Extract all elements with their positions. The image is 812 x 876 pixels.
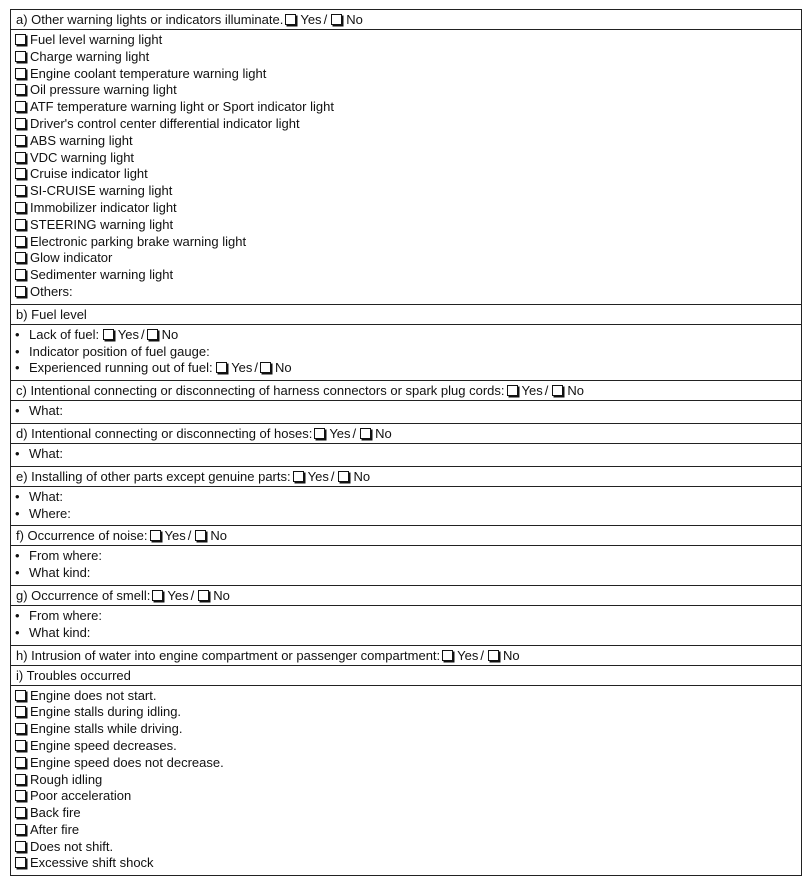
section-a-no-label: No: [346, 12, 363, 27]
checklist-item: [15, 772, 796, 789]
bullet-icon: •: [15, 607, 20, 623]
bullet-item: [15, 344, 796, 361]
section-h-yes-checkbox[interactable]: [442, 650, 453, 661]
yes-no-separator: /: [323, 12, 328, 27]
section-c-no-label: No: [567, 383, 584, 399]
checklist-item-label: Charge warning light: [30, 48, 150, 64]
checklist-item-checkbox[interactable]: [15, 807, 26, 818]
section-h-no-checkbox[interactable]: [488, 650, 499, 661]
bullet-item-yes-label: Yes: [231, 360, 253, 376]
checklist-item: [15, 32, 796, 49]
checklist-item-label: SI-CRUISE warning light: [30, 183, 173, 199]
checklist-item-checkbox[interactable]: [15, 185, 26, 196]
checklist-item-label: Does not shift.: [30, 838, 114, 854]
bullet-item-label: Indicator position of fuel gauge:: [29, 343, 210, 359]
checklist-item-checkbox[interactable]: [15, 101, 26, 112]
bullet-item-label: Where:: [29, 505, 71, 521]
bullet-item-no-label: No: [161, 326, 179, 342]
checklist-item-label: Engine speed does not decrease.: [30, 754, 224, 770]
checklist-item: [15, 738, 796, 755]
checklist-item-checkbox[interactable]: [15, 824, 26, 835]
checklist-item-checkbox[interactable]: [15, 774, 26, 785]
checklist-item: [15, 166, 796, 183]
checklist-item: [15, 704, 796, 721]
checklist-item: [15, 150, 796, 167]
section-f-body: [11, 546, 801, 586]
checklist-item: [15, 99, 796, 116]
section-e-yes-checkbox[interactable]: [293, 471, 304, 482]
bullet-item-label: Experienced running out of fuel:: [29, 360, 213, 376]
section-e-title: e) Installing of other parts except genuine parts:: [16, 468, 291, 484]
checklist-item: [15, 250, 796, 267]
checklist-item-label: Cruise indicator light: [30, 166, 148, 182]
section-a-yes-label: Yes: [300, 12, 322, 27]
bullet-icon: •: [15, 326, 20, 342]
section-b-body: [11, 325, 801, 381]
section-d-yes-checkbox[interactable]: [314, 428, 325, 439]
checklist-item-label: STEERING warning light: [30, 216, 174, 232]
bullet-icon: •: [15, 360, 20, 376]
checklist-item-checkbox[interactable]: [15, 740, 26, 751]
bullet-icon: •: [15, 403, 20, 419]
checklist-item-label: ABS warning light: [30, 132, 133, 148]
bullet-item-label: What:: [29, 403, 63, 419]
section-c-no-checkbox[interactable]: [552, 385, 563, 396]
checklist-item-label: Rough idling: [30, 771, 103, 787]
bullet-item-label: From where:: [29, 548, 102, 564]
checklist-item-label: ATF temperature warning light or Sport indicator light: [30, 99, 334, 115]
bullet-item-label: What kind:: [29, 624, 91, 640]
checklist-item: [15, 133, 796, 150]
section-f-yes-label: Yes: [164, 528, 186, 544]
bullet-item: [15, 565, 796, 582]
checklist-item-label: Engine stalls while driving.: [30, 721, 183, 737]
section-f-title: f) Occurrence of noise:: [16, 528, 148, 544]
checklist-item-checkbox[interactable]: [15, 219, 26, 230]
checklist-item-label: Electronic parking brake warning light: [30, 233, 247, 249]
bullet-item: [15, 403, 796, 420]
checklist-item: [15, 755, 796, 772]
checklist-item-label: Back fire: [30, 805, 81, 821]
checklist-item-checkbox[interactable]: [15, 118, 26, 129]
checklist-item: [15, 49, 796, 66]
section-h-no-label: No: [503, 647, 520, 663]
section-e-no-label: No: [353, 468, 371, 484]
section-h-title: h) Intrusion of water into engine compartment or passenger compartment:: [16, 647, 441, 663]
bullet-item: [15, 506, 796, 523]
section-g-no-label: No: [213, 587, 230, 603]
checklist-item: [15, 200, 796, 217]
section-f-yes-checkbox[interactable]: [150, 530, 161, 541]
checklist-item-label: Sedimenter warning light: [30, 267, 174, 283]
yes-no-separator: /: [352, 425, 357, 441]
checklist-item-checkbox[interactable]: [15, 706, 26, 717]
bullet-item-no-label: No: [275, 360, 292, 376]
yes-no-separator: /: [190, 587, 195, 603]
checklist-item-label: After fire: [30, 821, 80, 837]
yes-no-separator: /: [254, 360, 259, 376]
checklist-item-label: Engine coolant temperature warning light: [30, 65, 267, 81]
checklist-item: [15, 217, 796, 234]
inspection-form: [10, 9, 802, 876]
bullet-item: [15, 608, 796, 625]
section-d-no-label: No: [375, 425, 392, 441]
section-d-body: [11, 444, 801, 467]
checklist-item-checkbox[interactable]: [15, 841, 26, 852]
section-c-yes-label: Yes: [521, 383, 543, 399]
checklist-item-checkbox[interactable]: [15, 252, 26, 263]
checklist-item: [15, 721, 796, 738]
bullet-item: [15, 489, 796, 506]
section-i-header: [11, 666, 801, 686]
checklist-item: [15, 116, 796, 133]
checklist-item-checkbox[interactable]: [15, 152, 26, 163]
checklist-item-checkbox[interactable]: [15, 135, 26, 146]
section-d-yes-label: Yes: [329, 425, 351, 441]
section-f-no-checkbox[interactable]: [195, 530, 206, 541]
checklist-item-label: Fuel level warning light: [30, 32, 163, 47]
checklist-item-checkbox[interactable]: [15, 757, 26, 768]
section-g-no-checkbox[interactable]: [198, 590, 209, 601]
checklist-item: [15, 839, 796, 856]
yes-no-separator: /: [330, 468, 335, 484]
bullet-item-label: Lack of fuel:: [29, 326, 100, 342]
bullet-icon: •: [15, 505, 20, 521]
bullet-icon: •: [15, 565, 20, 581]
checklist-item-checkbox[interactable]: [15, 286, 26, 297]
section-c-title: c) Intentional connecting or disconnecting of harness connectors or spark plug cords:: [16, 383, 505, 399]
bullet-item: [15, 446, 796, 463]
yes-no-separator: /: [187, 528, 192, 544]
bullet-item: [15, 625, 796, 642]
checklist-item-label: Engine speed decreases.: [30, 737, 177, 753]
section-a-yes-checkbox[interactable]: [285, 14, 296, 25]
checklist-item-checkbox[interactable]: [15, 68, 26, 79]
section-c-header: [11, 381, 801, 401]
checklist-item-label: Poor acceleration: [30, 788, 132, 804]
checklist-item-label: VDC warning light: [30, 149, 135, 165]
section-b-title: b) Fuel level: [16, 306, 87, 322]
bullet-item-no-checkbox[interactable]: [147, 329, 158, 340]
checklist-item: [15, 66, 796, 83]
checklist-item-label: Driver's control center differential indicator light: [30, 115, 300, 131]
checklist-item-checkbox[interactable]: [15, 723, 26, 734]
checklist-item-label: Excessive shift shock: [30, 855, 154, 871]
checklist-item: [15, 267, 796, 284]
section-i-body: [11, 686, 801, 876]
section-f-no-label: No: [210, 528, 227, 544]
section-b-header: [11, 305, 801, 325]
checklist-item-label: Engine does not start.: [30, 687, 157, 703]
checklist-item-checkbox[interactable]: [15, 269, 26, 280]
bullet-item-yes-label: Yes: [117, 326, 139, 342]
section-a-title: a) Other warning lights or indicators illuminate.: [16, 12, 284, 27]
section-g-yes-checkbox[interactable]: [152, 590, 163, 601]
checklist-item: [15, 284, 796, 301]
bullet-item: [15, 548, 796, 565]
section-c-yes-checkbox[interactable]: [507, 385, 518, 396]
checklist-item-checkbox[interactable]: [15, 236, 26, 247]
yes-no-separator: /: [140, 326, 145, 342]
section-d-title: d) Intentional connecting or disconnecting of hoses:: [16, 425, 313, 441]
section-h-header: [11, 646, 801, 666]
bullet-icon: •: [15, 343, 20, 359]
section-d-header: [11, 424, 801, 444]
section-i-title: i) Troubles occurred: [16, 667, 131, 683]
checklist-item-checkbox[interactable]: [15, 790, 26, 801]
yes-no-separator: /: [544, 383, 549, 399]
checklist-item-checkbox[interactable]: [15, 857, 26, 868]
yes-no-separator: /: [480, 647, 485, 663]
checklist-item-label: Others:: [30, 283, 73, 299]
checklist-item-label: Engine stalls during idling.: [30, 704, 182, 720]
bullet-item-label: What:: [29, 445, 63, 461]
bullet-item: [15, 327, 796, 344]
section-c-body: [11, 401, 801, 424]
bullet-item-yes-checkbox[interactable]: [103, 329, 114, 340]
section-e-yes-label: Yes: [307, 468, 329, 484]
bullet-item-label: What kind:: [29, 565, 91, 581]
checklist-item-checkbox[interactable]: [15, 51, 26, 62]
checklist-item-label: Glow indicator: [30, 250, 113, 266]
checklist-item-checkbox[interactable]: [15, 202, 26, 213]
checklist-item-label: Immobilizer indicator light: [30, 199, 177, 215]
checklist-item: [15, 805, 796, 822]
bullet-item: [15, 360, 796, 377]
section-e-no-checkbox[interactable]: [338, 471, 349, 482]
checklist-item-checkbox[interactable]: [15, 84, 26, 95]
section-h-yes-label: Yes: [457, 647, 479, 663]
bullet-item-no-checkbox[interactable]: [260, 362, 271, 373]
section-f-header: [11, 526, 801, 546]
checklist-item: [15, 688, 796, 705]
checklist-item-label: Oil pressure warning light: [30, 82, 177, 98]
section-e-header: [11, 467, 801, 487]
bullet-item-yes-checkbox[interactable]: [216, 362, 227, 373]
checklist-item: [15, 234, 796, 251]
section-g-body: [11, 606, 801, 646]
bullet-item-label: What:: [29, 488, 63, 504]
bullet-icon: •: [15, 548, 20, 564]
checklist-item: [15, 822, 796, 839]
bullet-icon: •: [15, 624, 20, 640]
checklist-item: [15, 183, 796, 200]
section-e-body: [11, 487, 801, 527]
bullet-item-label: From where:: [29, 607, 102, 623]
section-a-header: [11, 10, 801, 30]
checklist-item: [15, 855, 796, 872]
section-g-header: [11, 586, 801, 606]
checklist-item-checkbox[interactable]: [15, 690, 26, 701]
section-a-no-checkbox[interactable]: [331, 14, 342, 25]
checklist-item-checkbox[interactable]: [15, 34, 26, 45]
section-d-no-checkbox[interactable]: [360, 428, 371, 439]
bullet-icon: •: [15, 445, 20, 461]
section-g-yes-label: Yes: [167, 587, 189, 603]
section-a-body: [11, 30, 801, 305]
checklist-item: [15, 788, 796, 805]
section-g-title: g) Occurrence of smell:: [16, 587, 151, 603]
bullet-icon: •: [15, 488, 20, 504]
checklist-item-checkbox[interactable]: [15, 168, 26, 179]
checklist-item: [15, 82, 796, 99]
